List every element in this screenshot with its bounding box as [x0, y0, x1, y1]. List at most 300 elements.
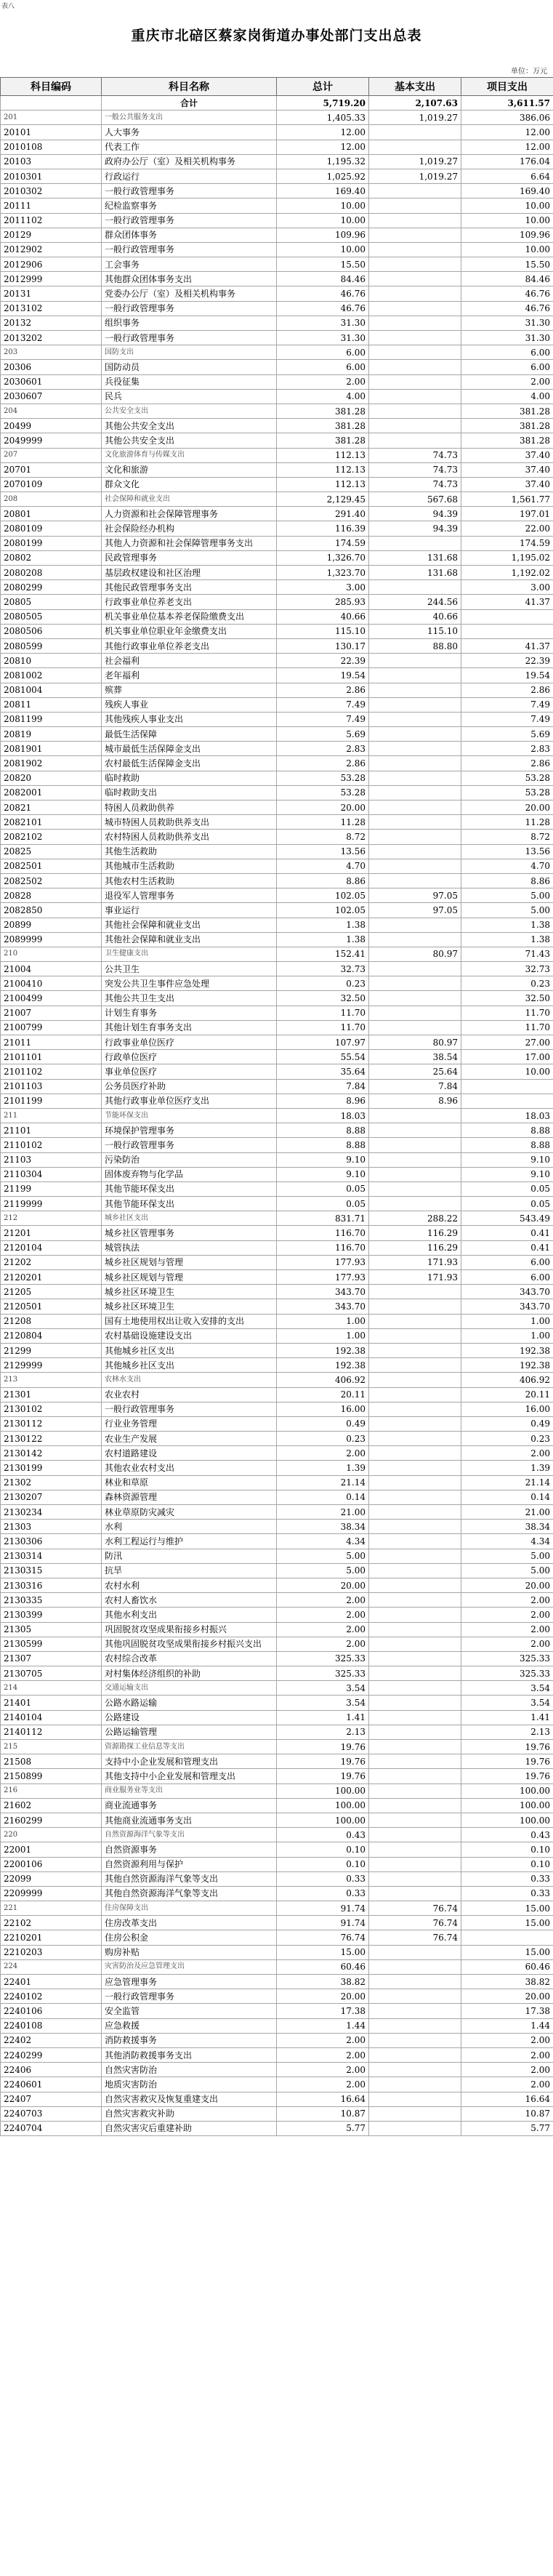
cell-total: 100.00 — [277, 1783, 369, 1798]
cell-name: 环境保护管理事务 — [102, 1123, 277, 1138]
cell-project: 2.83 — [461, 742, 553, 756]
cell-basic — [369, 742, 461, 756]
cell-basic: 88.80 — [369, 638, 461, 653]
cell-code: 2160299 — [1, 1813, 102, 1827]
cell-name: 一般公共服务支出 — [102, 111, 277, 125]
cell-name: 一般行政管理事务 — [102, 1989, 277, 2004]
table-row — [1, 1681, 553, 1696]
cell-name: 社会福利 — [102, 654, 277, 668]
cell-total: 31.30 — [277, 331, 369, 345]
table-number-note: 表八 — [1, 3, 15, 10]
cell-total: 1.39 — [277, 1461, 369, 1475]
cell-total: 2.00 — [277, 1608, 369, 1622]
cell-name: 农村人畜饮水 — [102, 1593, 277, 1608]
cell-total: 6.00 — [277, 360, 369, 374]
table-row — [1, 1783, 553, 1798]
cell-basic — [369, 2018, 461, 2033]
table-row — [1, 1475, 553, 1490]
cell-project: 2.00 — [461, 374, 553, 389]
cell-basic — [369, 1989, 461, 2004]
table-row — [1, 1050, 553, 1064]
cell-total: 1,323.70 — [277, 566, 369, 580]
cell-total: 11.70 — [277, 1020, 369, 1035]
table-row — [1, 1064, 553, 1079]
table-row — [1, 1255, 553, 1269]
cell-basic — [369, 1138, 461, 1152]
table-row — [1, 1094, 553, 1108]
cell-basic — [369, 2121, 461, 2135]
table-row — [1, 1416, 553, 1431]
cell-total: 325.33 — [277, 1666, 369, 1681]
cell-code: 20131 — [1, 286, 102, 301]
cell-basic — [369, 1314, 461, 1328]
cell-project — [461, 624, 553, 638]
cell-project: 20.00 — [461, 1989, 553, 2004]
table-row — [1, 1563, 553, 1578]
table-row — [1, 1534, 553, 1549]
cell-code: 212 — [1, 1211, 102, 1226]
table-row — [1, 918, 553, 932]
total-row — [1, 96, 553, 111]
cell-code: 2140112 — [1, 1725, 102, 1739]
table-row — [1, 184, 553, 198]
cell-basic — [369, 1299, 461, 1314]
table-row — [1, 257, 553, 272]
table-row — [1, 1270, 553, 1285]
cell-basic — [369, 1754, 461, 1769]
cell-name: 其他商业流通事务支出 — [102, 1813, 277, 1827]
cell-name: 商业服务业等支出 — [102, 1783, 277, 1798]
cell-basic — [369, 2033, 461, 2047]
cell-basic — [369, 213, 461, 228]
cell-project: 8.88 — [461, 1138, 553, 1152]
cell-basic: 76.74 — [369, 1930, 461, 1945]
cell-total: 11.70 — [277, 1006, 369, 1020]
cell-project: 0.41 — [461, 1226, 553, 1240]
table-row — [1, 1181, 553, 1196]
table-row — [1, 1916, 553, 1930]
cell-total: 0.05 — [277, 1181, 369, 1196]
cell-project: 2.00 — [461, 1593, 553, 1608]
table-row — [1, 2004, 553, 2018]
cell-code: 21299 — [1, 1343, 102, 1357]
cell-basic: 97.05 — [369, 903, 461, 918]
cell-total: 2.00 — [277, 1637, 369, 1651]
cell-project: 109.96 — [461, 228, 553, 242]
cell-basic — [369, 1798, 461, 1813]
cell-code: 2011102 — [1, 213, 102, 228]
cell-code: 214 — [1, 1681, 102, 1696]
cell-project: 1,192.02 — [461, 566, 553, 580]
cell-project: 41.37 — [461, 638, 553, 653]
cell-total: 1,025.92 — [277, 169, 369, 183]
cell-basic — [369, 1181, 461, 1196]
cell-code: 2010108 — [1, 140, 102, 154]
cell-code: 211 — [1, 1108, 102, 1123]
cell-project: 3.54 — [461, 1681, 553, 1696]
cell-project: 10.00 — [461, 242, 553, 257]
table-row — [1, 1813, 553, 1827]
cell-basic: 171.93 — [369, 1270, 461, 1285]
cell-code: 2120201 — [1, 1270, 102, 1285]
cell-basic — [369, 1343, 461, 1357]
cell-project: 325.33 — [461, 1666, 553, 1681]
cell-code: 20810 — [1, 654, 102, 668]
cell-code: 2240102 — [1, 1989, 102, 2004]
cell-project: 4.34 — [461, 1534, 553, 1549]
cell-basic — [369, 316, 461, 330]
table-row — [1, 1343, 553, 1357]
cell-name: 支持中小企业发展和管理支出 — [102, 1754, 277, 1769]
cell-name: 退役军人管理事务 — [102, 888, 277, 903]
cell-code: 22402 — [1, 2033, 102, 2047]
cell-project: 0.05 — [461, 1197, 553, 1211]
cell-code: 2130399 — [1, 1608, 102, 1622]
cell-name: 行政运行 — [102, 169, 277, 183]
cell-code: 2130199 — [1, 1461, 102, 1475]
cell-code: 2030601 — [1, 374, 102, 389]
cell-basic — [369, 198, 461, 213]
table-row — [1, 242, 553, 257]
cell-name: 自然资源利用与保护 — [102, 1857, 277, 1871]
cell-code: 20499 — [1, 419, 102, 433]
table-row — [1, 1651, 553, 1666]
cell-name: 事业运行 — [102, 903, 277, 918]
cell-basic — [369, 962, 461, 976]
cell-name: 一般行政管理事务 — [102, 331, 277, 345]
cell-project: 46.76 — [461, 301, 553, 316]
cell-total: 10.00 — [277, 198, 369, 213]
cell-basic: 94.39 — [369, 507, 461, 521]
cell-name: 其他人力资源和社会保障管理事务支出 — [102, 536, 277, 550]
cell-basic — [369, 1490, 461, 1504]
cell-total: 8.96 — [277, 1094, 369, 1108]
cell-basic — [369, 1857, 461, 1871]
table-row — [1, 228, 553, 242]
cell-project: 16.00 — [461, 1402, 553, 1416]
cell-code: 20825 — [1, 844, 102, 859]
table-row — [1, 727, 553, 742]
cell-total: 381.28 — [277, 419, 369, 433]
table-row — [1, 683, 553, 697]
cell-project: 4.70 — [461, 859, 553, 873]
cell-basic — [369, 2106, 461, 2121]
table-row — [1, 1871, 553, 1886]
table-row — [1, 976, 553, 991]
cell-total: 22.39 — [277, 654, 369, 668]
cell-total: 381.28 — [277, 404, 369, 418]
cell-code: 2080505 — [1, 609, 102, 624]
cell-total: 2.13 — [277, 1725, 369, 1739]
cell-basic — [369, 1197, 461, 1211]
cell-total: 2.83 — [277, 742, 369, 756]
cell-name: 农林水支出 — [102, 1373, 277, 1387]
cell-name: 一般行政管理事务 — [102, 1138, 277, 1152]
cell-project: 12.00 — [461, 140, 553, 154]
cell-basic: 76.74 — [369, 1916, 461, 1930]
unit-note: 单位：万元 — [511, 68, 547, 76]
cell-name: 行业业务管理 — [102, 1416, 277, 1431]
table-row — [1, 1930, 553, 1945]
cell-code: 207 — [1, 448, 102, 462]
cell-project: 19.76 — [461, 1769, 553, 1783]
cell-code: 2140104 — [1, 1710, 102, 1725]
cell-basic — [369, 2077, 461, 2092]
cell-code: 21007 — [1, 1006, 102, 1020]
table-row — [1, 1608, 553, 1622]
cell-project: 2.00 — [461, 2047, 553, 2062]
cell-project: 0.41 — [461, 1240, 553, 1255]
cell-name: 临时救助支出 — [102, 785, 277, 800]
cell-project: 53.28 — [461, 785, 553, 800]
cell-project: 2.00 — [461, 1446, 553, 1461]
cell-code: 2240299 — [1, 2047, 102, 2062]
cell-project: 17.00 — [461, 1050, 553, 1064]
cell-basic — [369, 1681, 461, 1696]
cell-code: 2081901 — [1, 742, 102, 756]
cell-basic — [369, 345, 461, 360]
cell-total: 7.49 — [277, 712, 369, 726]
cell-basic — [369, 859, 461, 873]
cell-code: 2100410 — [1, 976, 102, 991]
table-row — [1, 1328, 553, 1343]
cell-code: 2080506 — [1, 624, 102, 638]
cell-project: 100.00 — [461, 1783, 553, 1798]
cell-code: 2081004 — [1, 683, 102, 697]
cell-basic — [369, 1358, 461, 1373]
cell-code: 2081902 — [1, 756, 102, 771]
cell-code: 2101103 — [1, 1079, 102, 1094]
cell-total: 0.33 — [277, 1886, 369, 1901]
cell-basic — [369, 1666, 461, 1681]
table-row — [1, 1637, 553, 1651]
cell-name: 对村集体经济组织的补助 — [102, 1666, 277, 1681]
cell-total: 192.38 — [277, 1343, 369, 1357]
cell-total: 115.10 — [277, 624, 369, 638]
table-row — [1, 1314, 553, 1328]
cell-total: 2.00 — [277, 1622, 369, 1637]
table-row — [1, 888, 553, 903]
cell-name: 行政事业单位医疗 — [102, 1035, 277, 1050]
cell-total: 0.05 — [277, 1197, 369, 1211]
cell-name: 防汛 — [102, 1549, 277, 1563]
cell-total: 5.00 — [277, 1563, 369, 1578]
cell-code: 2130335 — [1, 1593, 102, 1608]
cell-basic — [369, 580, 461, 595]
cell-basic — [369, 1534, 461, 1549]
cell-total: 831.71 — [277, 1211, 369, 1226]
cell-total: 19.76 — [277, 1754, 369, 1769]
cell-name: 其他社会保障和就业支出 — [102, 918, 277, 932]
cell-code: 21401 — [1, 1696, 102, 1710]
cell-project: 27.00 — [461, 1035, 553, 1050]
cell-code: 2082501 — [1, 859, 102, 873]
cell-name: 其他消防救援事务支出 — [102, 2047, 277, 2062]
cell-code: 2130142 — [1, 1446, 102, 1461]
cell-name: 住房保障支出 — [102, 1901, 277, 1916]
cell-name: 城乡社区支出 — [102, 1211, 277, 1226]
cell-basic — [369, 1828, 461, 1842]
cell-basic — [369, 1959, 461, 1974]
cell-basic — [369, 1593, 461, 1608]
cell-name: 水利工程运行与维护 — [102, 1534, 277, 1549]
cell-basic: 74.73 — [369, 448, 461, 462]
cell-name: 公务员医疗补助 — [102, 1079, 277, 1094]
cell-code: 21199 — [1, 1181, 102, 1196]
cell-code: 20820 — [1, 771, 102, 785]
cell-basic — [369, 1416, 461, 1431]
cell-name: 农村基础设施建设支出 — [102, 1328, 277, 1343]
cell-name: 交通运输支出 — [102, 1681, 277, 1696]
table-row — [1, 433, 553, 448]
table-row — [1, 844, 553, 859]
cell-project: 6.00 — [461, 360, 553, 374]
cell-code: 2080109 — [1, 521, 102, 536]
cell-project: 20.11 — [461, 1387, 553, 1402]
cell-total: 2.86 — [277, 683, 369, 697]
cell-total: 32.50 — [277, 991, 369, 1006]
expenditure-table-container — [0, 77, 553, 2136]
cell-basic: 116.29 — [369, 1240, 461, 1255]
table-row — [1, 1035, 553, 1050]
cell-name: 自然灾害防治 — [102, 2063, 277, 2077]
table-row — [1, 301, 553, 316]
cell-basic — [369, 1505, 461, 1520]
cell-code: 215 — [1, 1740, 102, 1754]
cell-name: 城乡社区管理事务 — [102, 1226, 277, 1240]
cell-basic — [369, 1123, 461, 1138]
table-row — [1, 169, 553, 183]
cell-code — [1, 96, 102, 111]
cell-name: 应急管理事务 — [102, 1975, 277, 1989]
cell-name: 安全监管 — [102, 2004, 277, 2018]
cell-project: 1,561.77 — [461, 492, 553, 507]
cell-name: 其他水利支出 — [102, 1608, 277, 1622]
cell-name: 一般行政管理事务 — [102, 242, 277, 257]
cell-code: 2101102 — [1, 1064, 102, 1079]
table-row — [1, 272, 553, 286]
table-row — [1, 1167, 553, 1181]
table-row — [1, 1446, 553, 1461]
cell-basic — [369, 697, 461, 712]
cell-project: 1.00 — [461, 1314, 553, 1328]
cell-name: 其他民政管理事务支出 — [102, 580, 277, 595]
table-row — [1, 1197, 553, 1211]
table-row — [1, 2018, 553, 2033]
cell-code: 2240704 — [1, 2121, 102, 2135]
cell-basic — [369, 1432, 461, 1446]
cell-code: 2081002 — [1, 668, 102, 683]
cell-name: 农村综合改革 — [102, 1651, 277, 1666]
table-row — [1, 1211, 553, 1226]
table-row — [1, 213, 553, 228]
table-row — [1, 1079, 553, 1094]
cell-basic — [369, 1725, 461, 1739]
table-row — [1, 2047, 553, 2062]
cell-code: 21307 — [1, 1651, 102, 1666]
cell-project: 0.43 — [461, 1828, 553, 1842]
cell-total: 2.00 — [277, 2077, 369, 2092]
cell-total: 53.28 — [277, 785, 369, 800]
table-row — [1, 374, 553, 389]
cell-basic — [369, 2063, 461, 2077]
cell-code: 21205 — [1, 1285, 102, 1299]
cell-code: 2240601 — [1, 2077, 102, 2092]
cell-total: 76.74 — [277, 1930, 369, 1945]
cell-project: 192.38 — [461, 1343, 553, 1357]
cell-code: 22099 — [1, 1871, 102, 1886]
table-row — [1, 1578, 553, 1592]
cell-basic — [369, 815, 461, 830]
cell-project: 1,195.02 — [461, 550, 553, 565]
cell-code: 2130316 — [1, 1578, 102, 1592]
table-row — [1, 1798, 553, 1813]
cell-basic — [369, 1446, 461, 1461]
cell-name: 机关事业单位基本养老保险缴费支出 — [102, 609, 277, 624]
cell-project: 22.39 — [461, 654, 553, 668]
cell-project: 11.70 — [461, 1020, 553, 1035]
cell-basic: 115.10 — [369, 624, 461, 638]
table-row — [1, 1842, 553, 1857]
cell-basic: 40.66 — [369, 609, 461, 624]
cell-code: 2089999 — [1, 932, 102, 947]
cell-code: 2082502 — [1, 873, 102, 888]
cell-total: 10.87 — [277, 2106, 369, 2121]
cell-code: 20129 — [1, 228, 102, 242]
cell-code: 21004 — [1, 962, 102, 976]
cell-project: 32.50 — [461, 991, 553, 1006]
cell-basic: 567.68 — [369, 492, 461, 507]
cell-project — [461, 609, 553, 624]
cell-total: 107.97 — [277, 1035, 369, 1050]
cell-basic: 131.68 — [369, 550, 461, 565]
cell-project: 37.40 — [461, 462, 553, 477]
cell-project: 15.50 — [461, 257, 553, 272]
cell-code: 2120104 — [1, 1240, 102, 1255]
table-row — [1, 815, 553, 830]
cell-name: 城乡社区环境卫生 — [102, 1299, 277, 1314]
cell-name: 其他社会保障和就业支出 — [102, 932, 277, 947]
cell-name: 公路建设 — [102, 1710, 277, 1725]
cell-name: 住房公积金 — [102, 1930, 277, 1945]
table-row — [1, 1299, 553, 1314]
cell-basic — [369, 844, 461, 859]
cell-total: 18.03 — [277, 1108, 369, 1123]
cell-code: 2070109 — [1, 477, 102, 491]
table-row — [1, 1402, 553, 1416]
table-row — [1, 624, 553, 638]
cell-total: 20.00 — [277, 1578, 369, 1592]
cell-name: 农村特困人员救助供养支出 — [102, 830, 277, 844]
cell-project: 2.86 — [461, 756, 553, 771]
cell-total: 84.46 — [277, 272, 369, 286]
cell-name: 最低生活保障 — [102, 727, 277, 742]
cell-name: 一般行政管理事务 — [102, 1402, 277, 1416]
cell-code: 2129999 — [1, 1358, 102, 1373]
cell-code: 2130102 — [1, 1402, 102, 1416]
table-row — [1, 1593, 553, 1608]
cell-code: 2130306 — [1, 1534, 102, 1549]
cell-code: 21101 — [1, 1123, 102, 1138]
cell-code: 2012902 — [1, 242, 102, 257]
cell-project: 8.86 — [461, 873, 553, 888]
cell-basic — [369, 1842, 461, 1857]
cell-name: 工会事务 — [102, 257, 277, 272]
cell-basic — [369, 433, 461, 448]
cell-basic — [369, 727, 461, 742]
cell-name: 城管执法 — [102, 1240, 277, 1255]
cell-project: 5.69 — [461, 727, 553, 742]
